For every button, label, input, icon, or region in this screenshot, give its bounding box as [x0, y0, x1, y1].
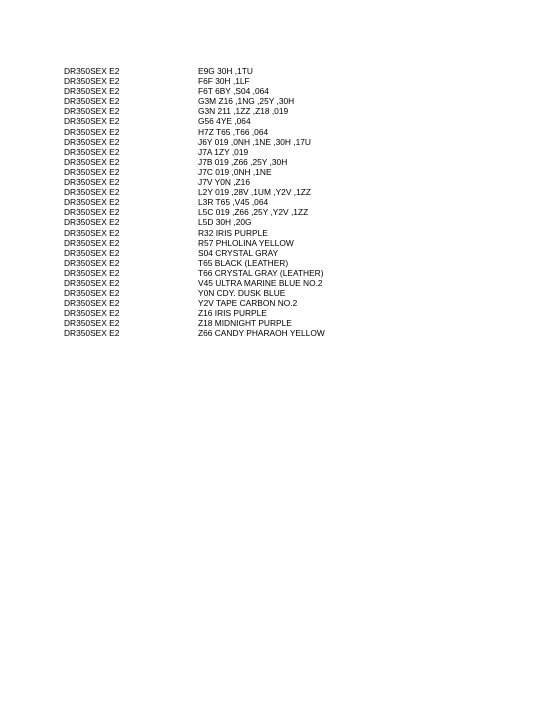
- table-row: [64, 147, 534, 157]
- color-code-cell: L3R T65 ,V45 ,064: [198, 197, 269, 208]
- color-code-cell: J6Y 019 ,0NH ,1NE ,30H ,17U: [198, 136, 311, 147]
- table-row: [64, 207, 534, 217]
- model-cell: DR350SEX E2: [64, 298, 120, 309]
- table-row: [64, 116, 534, 126]
- table-row: [64, 228, 534, 238]
- color-code-cell: G3N 211 ,1ZZ ,Z18 ,019: [198, 106, 289, 117]
- table-row: [64, 76, 534, 86]
- color-code-cell: Z66 CANDY PHARAOH YELLOW: [198, 328, 325, 339]
- color-code-cell: T66 CRYSTAL GRAY (LEATHER): [198, 267, 324, 278]
- model-cell: DR350SEX E2: [64, 217, 120, 228]
- model-cell: DR350SEX E2: [64, 227, 120, 238]
- table-row: [64, 308, 534, 318]
- color-code-cell: G56 4YE ,064: [198, 116, 251, 127]
- color-code-cell: T65 BLACK (LEATHER): [198, 257, 289, 268]
- table-row: [64, 66, 534, 76]
- table-row: [64, 217, 534, 227]
- table-row: [64, 268, 534, 278]
- model-cell: DR350SEX E2: [64, 237, 120, 248]
- table-row: [64, 86, 534, 96]
- model-cell: DR350SEX E2: [64, 116, 120, 127]
- color-code-cell: L2Y 019 ,28V ,1UM ,Y2V ,1ZZ: [198, 187, 311, 198]
- model-cell: DR350SEX E2: [64, 146, 120, 157]
- color-code-cell: J7B 019 ,Z66 ,25Y ,30H: [198, 156, 288, 167]
- table-row: [64, 298, 534, 308]
- color-code-cell: F6F 30H ,1LF: [198, 76, 250, 87]
- model-cell: DR350SEX E2: [64, 126, 120, 137]
- model-cell: DR350SEX E2: [64, 277, 120, 288]
- model-cell: DR350SEX E2: [64, 257, 120, 268]
- table-row: [64, 197, 534, 207]
- color-code-cell: Z16 IRIS PURPLE: [198, 308, 267, 319]
- table-row: [64, 187, 534, 197]
- model-cell: DR350SEX E2: [64, 86, 120, 97]
- model-cell: DR350SEX E2: [64, 328, 120, 339]
- model-cell: DR350SEX E2: [64, 308, 120, 319]
- color-code-cell: Y2V TAPE CARBON NO.2: [198, 298, 298, 309]
- model-cell: DR350SEX E2: [64, 318, 120, 329]
- table-row: [64, 328, 534, 338]
- color-code-cell: G3M Z16 ,1NG ,25Y ,30H: [198, 96, 295, 107]
- color-code-cell: Y0N CDY. DUSK BLUE: [198, 288, 286, 299]
- model-cell: DR350SEX E2: [64, 76, 120, 87]
- table-row: [64, 288, 534, 298]
- color-code-cell: L5C 019 ,Z66 ,25Y ,Y2V ,1ZZ: [198, 207, 309, 218]
- color-code-cell: V45 ULTRA MARINE BLUE NO.2: [198, 277, 323, 288]
- table-row: [64, 106, 534, 116]
- color-code-cell: S04 CRYSTAL GRAY: [198, 247, 279, 258]
- table-row: [64, 238, 534, 248]
- model-cell: DR350SEX E2: [64, 156, 120, 167]
- model-cell: DR350SEX E2: [64, 267, 120, 278]
- model-cell: DR350SEX E2: [64, 96, 120, 107]
- model-cell: DR350SEX E2: [64, 177, 120, 188]
- table-row: [64, 167, 534, 177]
- table-row: [64, 127, 534, 137]
- table-row: [64, 177, 534, 187]
- color-code-cell: Z18 MIDNIGHT PURPLE: [198, 318, 292, 329]
- table-row: [64, 248, 534, 258]
- model-cell: DR350SEX E2: [64, 66, 120, 76]
- color-code-list: [64, 66, 534, 339]
- model-cell: DR350SEX E2: [64, 197, 120, 208]
- table-row: [64, 157, 534, 167]
- color-code-cell: J7C 019 ,0NH ,1NE: [198, 166, 272, 177]
- color-code-cell: J7A 1ZY ,019: [198, 146, 249, 157]
- model-cell: DR350SEX E2: [64, 207, 120, 218]
- color-code-cell: F6T 6BY ,S04 ,064: [198, 86, 269, 97]
- table-row: [64, 258, 534, 268]
- color-code-cell: J7V Y0N ,Z16: [198, 177, 250, 188]
- model-cell: DR350SEX E2: [64, 187, 120, 198]
- model-cell: DR350SEX E2: [64, 106, 120, 117]
- model-cell: DR350SEX E2: [64, 247, 120, 258]
- color-code-cell: E9G 30H ,1TU: [198, 66, 253, 76]
- model-cell: DR350SEX E2: [64, 288, 120, 299]
- table-row: [64, 278, 534, 288]
- table-row: [64, 96, 534, 106]
- color-code-cell: L5D 30H ,20G: [198, 217, 252, 228]
- model-cell: DR350SEX E2: [64, 136, 120, 147]
- model-cell: DR350SEX E2: [64, 166, 120, 177]
- color-code-cell: R57 PHLOLINA YELLOW: [198, 237, 294, 248]
- color-code-cell: R32 IRIS PURPLE: [198, 227, 268, 238]
- table-row: [64, 137, 534, 147]
- color-code-cell: H7Z T65 ,T66 ,064: [198, 126, 269, 137]
- table-row: [64, 318, 534, 328]
